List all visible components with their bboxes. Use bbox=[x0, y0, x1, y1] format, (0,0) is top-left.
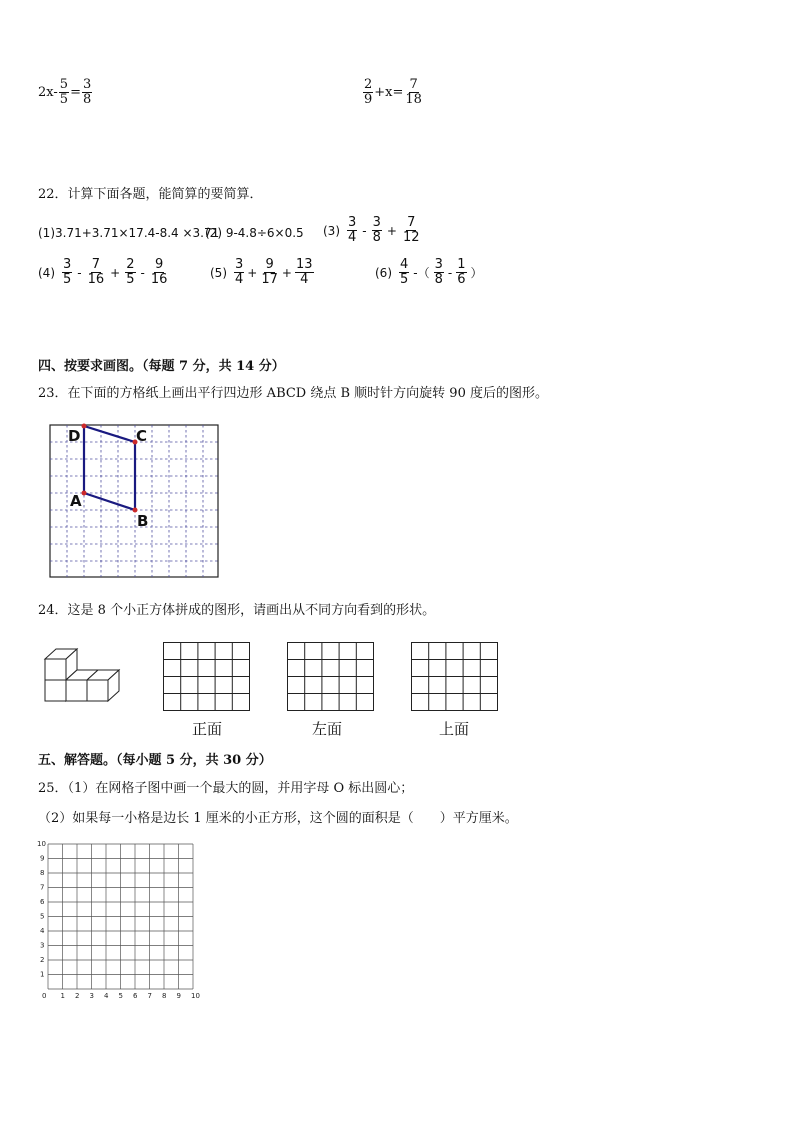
operator: + bbox=[247, 265, 258, 280]
fraction: $\frac{3}{4}$ bbox=[235, 257, 244, 287]
fraction: $\frac{1}{6}$ bbox=[457, 257, 466, 287]
view-label-left: 左面 bbox=[312, 720, 343, 738]
q22-title: 22．计算下面各题，能简算的要简算． bbox=[38, 187, 263, 202]
q22-problem-1: (1)3.71+3.71×17.4-8.4 ×3.71 bbox=[38, 226, 220, 240]
x-tick-label: 0 bbox=[42, 992, 47, 998]
q22-problem-3 bbox=[323, 216, 422, 245]
fraction: $\frac{3}{5}$ bbox=[63, 257, 72, 287]
q23-title: 23．在下面的方格纸上画出平行四边形 ABCD 绕点 B 顺时针方向旋转 90 度后的图形。 bbox=[38, 386, 548, 401]
problem-label: (4) bbox=[38, 265, 55, 280]
y-tick-label: 5 bbox=[40, 912, 45, 921]
y-tick-label: 1 bbox=[40, 970, 45, 979]
fraction: $\frac{2}{9}$ bbox=[364, 77, 373, 107]
q23-grid-figure bbox=[40, 420, 230, 585]
y-tick-label: 8 bbox=[40, 869, 45, 877]
y-tick-label: 6 bbox=[40, 898, 45, 906]
q25-coordinate-grid bbox=[34, 838, 206, 998]
x-tick-label: 10 bbox=[191, 992, 200, 998]
operator: - bbox=[140, 265, 145, 280]
problem-label: (3) bbox=[323, 223, 340, 238]
x-tick-label: 9 bbox=[176, 992, 181, 998]
operator: + bbox=[281, 265, 292, 280]
operator: + bbox=[110, 265, 121, 280]
label-d: D bbox=[68, 427, 81, 445]
x-tick-label: 4 bbox=[104, 992, 109, 998]
operator: -（ bbox=[413, 266, 430, 280]
operator: - bbox=[447, 265, 453, 280]
fraction: $\frac{3}{4}$ bbox=[348, 215, 357, 245]
parallelogram-abcd bbox=[84, 426, 135, 510]
x-tick-label: 3 bbox=[89, 992, 94, 998]
fraction: $\frac{7}{16}$ bbox=[87, 257, 105, 287]
fraction: $\frac{13}{4}$ bbox=[295, 257, 313, 287]
y-tick-label: 9 bbox=[40, 854, 45, 863]
front-view-grid bbox=[163, 642, 251, 712]
fraction: $\frac{9}{16}$ bbox=[150, 257, 168, 287]
q22-problem-4 bbox=[38, 258, 169, 287]
x-tick-label: 6 bbox=[133, 992, 138, 998]
x-tick-label: 8 bbox=[162, 992, 167, 998]
cube-stack-figure bbox=[42, 645, 126, 707]
label-a: A bbox=[70, 492, 82, 510]
problem-label: (6) bbox=[375, 265, 392, 280]
top-view-grid bbox=[411, 642, 499, 712]
x-tick-label: 1 bbox=[60, 992, 65, 998]
label-c: C bbox=[136, 427, 148, 445]
eq-right-mid: +x= bbox=[374, 85, 404, 100]
label-b: B bbox=[137, 512, 149, 530]
left-view-grid bbox=[287, 642, 375, 712]
eq-left-equals: = bbox=[70, 85, 81, 100]
fraction: $\frac{9}{17}$ bbox=[261, 257, 278, 287]
section-4-title: 四、按要求画图。（每题 7 分，共 14 分） bbox=[38, 359, 285, 374]
q22-problem-2: (2) 9-4.8÷6×0.5 bbox=[205, 226, 304, 240]
fraction: $\frac{4}{5}$ bbox=[400, 257, 409, 287]
eq-left-prefix: 2x- bbox=[38, 85, 58, 100]
q25-line-1: 25．（1）在网格子图中画一个最大的圆，并用字母 O 标出圆心； bbox=[38, 781, 414, 796]
x-tick-label: 2 bbox=[75, 992, 80, 998]
y-tick-label: 7 bbox=[40, 883, 45, 892]
fraction: $\frac{3}{8}$ bbox=[82, 77, 92, 107]
q22-problem-5 bbox=[210, 258, 315, 287]
section-5-title: 五、解答题。（每小题 5 分，共 30 分） bbox=[38, 753, 272, 768]
fraction: $\frac{2}{5}$ bbox=[126, 257, 135, 287]
close-paren: ） bbox=[470, 266, 483, 280]
equation-left bbox=[38, 78, 93, 107]
point-a bbox=[82, 491, 87, 496]
view-label-front: 正面 bbox=[192, 720, 223, 738]
fraction: $\frac{3}{8}$ bbox=[372, 215, 381, 245]
x-tick-label: 7 bbox=[147, 992, 152, 998]
equation-right bbox=[362, 78, 424, 107]
y-tick-label: 10 bbox=[37, 840, 46, 848]
operator: - bbox=[362, 223, 367, 238]
view-label-top: 上面 bbox=[439, 720, 470, 738]
point-d bbox=[82, 424, 87, 429]
q24-title: 24．这是 8 个小正方体拼成的图形，请画出从不同方向看到的形状。 bbox=[38, 603, 436, 618]
fraction: $\frac{7}{12}$ bbox=[402, 215, 420, 245]
q22-problem-6 bbox=[375, 258, 483, 287]
q25-line-2: （2）如果每一小格是边长 1 厘米的小正方形，这个圆的面积是（ ）平方厘米。 bbox=[38, 811, 518, 826]
x-tick-label: 5 bbox=[118, 992, 123, 998]
y-tick-label: 4 bbox=[40, 927, 45, 935]
problem-label: (5) bbox=[210, 265, 227, 280]
operator: - bbox=[77, 265, 82, 280]
y-tick-label: 3 bbox=[40, 941, 45, 950]
y-tick-label: 2 bbox=[40, 956, 45, 964]
fraction: $\frac{7}{18}$ bbox=[405, 77, 422, 107]
operator: + bbox=[386, 223, 397, 238]
fraction: $\frac{5}{5}$ bbox=[59, 77, 69, 107]
fraction: $\frac{3}{8}$ bbox=[434, 257, 443, 287]
